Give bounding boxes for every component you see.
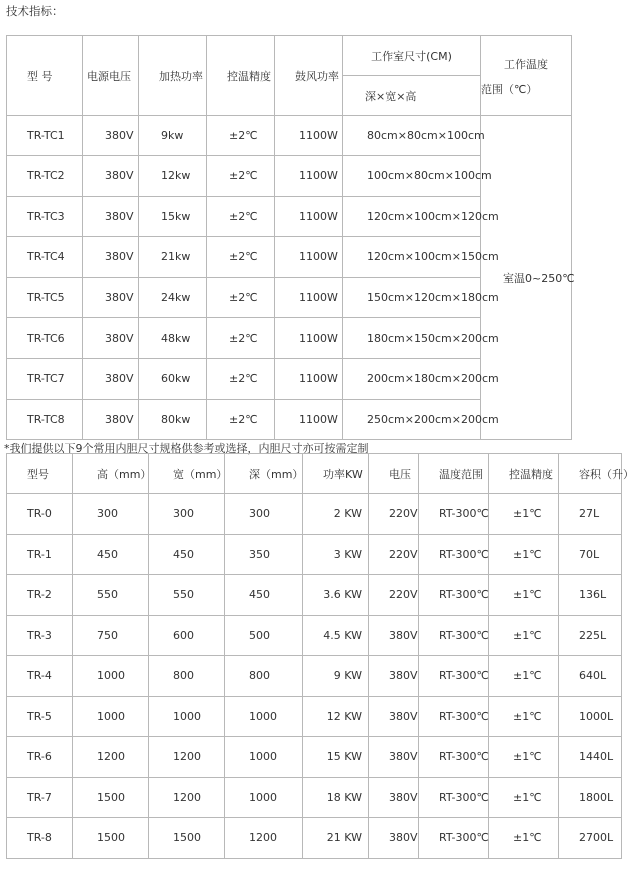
cell-model: TR-0 xyxy=(7,494,73,535)
cell-volume: 1440L xyxy=(559,737,622,778)
cell-voltage: 220V xyxy=(369,575,419,616)
header-heating-power: 加热功率 xyxy=(139,36,207,116)
cell-temp-range: RT-300℃ xyxy=(419,575,489,616)
header-depth: 深（mm） xyxy=(225,454,303,494)
cell-heating-power: 21kw xyxy=(139,237,207,278)
table-row xyxy=(7,818,622,859)
cell-voltage: 380V xyxy=(83,156,139,197)
cell-temp-range: RT-300℃ xyxy=(419,534,489,575)
header-temp-range: 温度范围 xyxy=(419,454,489,494)
cell-volume: 2700L xyxy=(559,818,622,859)
cell-temp-range: RT-300℃ xyxy=(419,737,489,778)
cell-depth: 1000 xyxy=(225,737,303,778)
cell-heating-power: 12kw xyxy=(139,156,207,197)
cell-temp-precision: ±1℃ xyxy=(489,818,559,859)
cell-depth: 450 xyxy=(225,575,303,616)
cell-width: 800 xyxy=(149,656,225,697)
cell-voltage: 380V xyxy=(83,399,139,440)
cell-heating-power: 60kw xyxy=(139,358,207,399)
cell-depth: 1000 xyxy=(225,696,303,737)
cell-model: TR-8 xyxy=(7,818,73,859)
header-height: 高（mm） xyxy=(73,454,149,494)
cell-chamber-size: 150cm×120cm×180cm xyxy=(343,277,481,318)
cell-model: TR-4 xyxy=(7,656,73,697)
cell-temp-range: RT-300℃ xyxy=(419,696,489,737)
header-working-temp-line2: 范围（℃） xyxy=(481,83,538,96)
cell-voltage: 220V xyxy=(369,534,419,575)
cell-volume: 1000L xyxy=(559,696,622,737)
table-row xyxy=(7,696,622,737)
cell-model: TR-6 xyxy=(7,737,73,778)
cell-depth: 300 xyxy=(225,494,303,535)
header-chamber-dims: 深×宽×高 xyxy=(343,76,481,116)
header-temp-precision: 控温精度 xyxy=(489,454,559,494)
cell-temp-range: 室温0~250℃ xyxy=(481,116,572,440)
cell-chamber-size: 180cm×150cm×200cm xyxy=(343,318,481,359)
cell-chamber-size: 120cm×100cm×150cm xyxy=(343,237,481,278)
cell-chamber-size: 250cm×200cm×200cm xyxy=(343,399,481,440)
header-volume: 容积（升） xyxy=(559,454,622,494)
cell-power: 3 KW xyxy=(303,534,369,575)
cell-heating-power: 9kw xyxy=(139,116,207,156)
cell-height: 1200 xyxy=(73,737,149,778)
cell-model: TR-TC1 xyxy=(7,116,83,156)
cell-width: 1200 xyxy=(149,777,225,818)
cell-temp-precision: ±2℃ xyxy=(207,156,275,197)
cell-model: TR-TC6 xyxy=(7,318,83,359)
header-temp-precision: 控温精度 xyxy=(207,36,275,116)
cell-height: 450 xyxy=(73,534,149,575)
cell-voltage: 380V xyxy=(83,318,139,359)
cell-temp-precision: ±2℃ xyxy=(207,399,275,440)
cell-model: TR-1 xyxy=(7,534,73,575)
cell-temp-precision: ±1℃ xyxy=(489,777,559,818)
header-model: 型 号 xyxy=(7,36,83,116)
cell-heating-power: 15kw xyxy=(139,196,207,237)
cell-width: 1500 xyxy=(149,818,225,859)
cell-model: TR-TC4 xyxy=(7,237,83,278)
cell-power: 18 KW xyxy=(303,777,369,818)
cell-temp-precision: ±1℃ xyxy=(489,534,559,575)
cell-width: 550 xyxy=(149,575,225,616)
cell-volume: 1800L xyxy=(559,777,622,818)
table-row xyxy=(7,656,622,697)
cell-voltage: 380V xyxy=(83,116,139,156)
cell-height: 550 xyxy=(73,575,149,616)
cell-temp-precision: ±2℃ xyxy=(207,277,275,318)
cell-model: TR-3 xyxy=(7,615,73,656)
cell-voltage: 380V xyxy=(369,818,419,859)
cell-fan-power: 1100W xyxy=(275,116,343,156)
table-row xyxy=(7,777,622,818)
cell-model: TR-TC7 xyxy=(7,358,83,399)
cell-voltage: 380V xyxy=(83,277,139,318)
table-row xyxy=(7,737,622,778)
cell-model: TR-TC3 xyxy=(7,196,83,237)
header-voltage: 电源电压 xyxy=(83,36,139,116)
cell-heating-power: 80kw xyxy=(139,399,207,440)
cell-temp-precision: ±1℃ xyxy=(489,615,559,656)
cell-model: TR-2 xyxy=(7,575,73,616)
cell-power: 15 KW xyxy=(303,737,369,778)
cell-voltage: 380V xyxy=(83,196,139,237)
cell-voltage: 380V xyxy=(369,737,419,778)
cell-width: 450 xyxy=(149,534,225,575)
cell-width: 1000 xyxy=(149,696,225,737)
cell-height: 1500 xyxy=(73,818,149,859)
note-text: *我们提供以下9个常用内胆尺寸规格供参考或选择，内胆尺寸亦可按需定制 xyxy=(4,442,369,455)
header-voltage: 电压 xyxy=(369,454,419,494)
header-width: 宽（mm） xyxy=(149,454,225,494)
cell-volume: 640L xyxy=(559,656,622,697)
cell-model: TR-TC8 xyxy=(7,399,83,440)
cell-fan-power: 1100W xyxy=(275,399,343,440)
cell-depth: 500 xyxy=(225,615,303,656)
table-row xyxy=(7,575,622,616)
header-chamber-size: 工作室尺寸(CM) xyxy=(343,36,481,76)
cell-volume: 27L xyxy=(559,494,622,535)
cell-fan-power: 1100W xyxy=(275,237,343,278)
cell-voltage: 380V xyxy=(369,615,419,656)
cell-power: 3.6 KW xyxy=(303,575,369,616)
cell-width: 300 xyxy=(149,494,225,535)
cell-depth: 800 xyxy=(225,656,303,697)
table-row xyxy=(7,534,622,575)
cell-depth: 350 xyxy=(225,534,303,575)
cell-temp-precision: ±2℃ xyxy=(207,116,275,156)
cell-voltage: 380V xyxy=(83,237,139,278)
cell-height: 1500 xyxy=(73,777,149,818)
cell-temp-precision: ±2℃ xyxy=(207,358,275,399)
header-power: 功率KW xyxy=(303,454,369,494)
cell-power: 4.5 KW xyxy=(303,615,369,656)
cell-height: 300 xyxy=(73,494,149,535)
cell-height: 1000 xyxy=(73,656,149,697)
cell-voltage: 380V xyxy=(369,656,419,697)
cell-temp-precision: ±1℃ xyxy=(489,656,559,697)
cell-power: 21 KW xyxy=(303,818,369,859)
specs-table xyxy=(6,35,575,440)
cell-chamber-size: 80cm×80cm×100cm xyxy=(343,116,481,156)
cell-fan-power: 1100W xyxy=(275,318,343,359)
header-working-temp-line1: 工作温度 xyxy=(504,58,548,71)
cell-width: 600 xyxy=(149,615,225,656)
cell-heating-power: 24kw xyxy=(139,277,207,318)
header-fan-power: 鼓风功率 xyxy=(275,36,343,116)
inner-size-table xyxy=(6,453,634,859)
cell-fan-power: 1100W xyxy=(275,358,343,399)
cell-heating-power: 48kw xyxy=(139,318,207,359)
cell-depth: 1200 xyxy=(225,818,303,859)
cell-width: 1200 xyxy=(149,737,225,778)
cell-voltage: 380V xyxy=(83,358,139,399)
cell-voltage: 220V xyxy=(369,494,419,535)
cell-model: TR-TC2 xyxy=(7,156,83,197)
table-row xyxy=(7,494,622,535)
cell-volume: 225L xyxy=(559,615,622,656)
cell-temp-range: RT-300℃ xyxy=(419,494,489,535)
section-heading: 技术指标： xyxy=(6,4,64,18)
cell-chamber-size: 100cm×80cm×100cm xyxy=(343,156,481,197)
cell-height: 1000 xyxy=(73,696,149,737)
header-working-temp xyxy=(481,36,572,116)
header-model: 型号 xyxy=(7,454,73,494)
cell-temp-precision: ±1℃ xyxy=(489,696,559,737)
cell-power: 9 KW xyxy=(303,656,369,697)
cell-chamber-size: 120cm×100cm×120cm xyxy=(343,196,481,237)
cell-chamber-size: 200cm×180cm×200cm xyxy=(343,358,481,399)
cell-temp-precision: ±2℃ xyxy=(207,196,275,237)
cell-voltage: 380V xyxy=(369,777,419,818)
cell-model: TR-7 xyxy=(7,777,73,818)
cell-fan-power: 1100W xyxy=(275,196,343,237)
cell-power: 12 KW xyxy=(303,696,369,737)
cell-volume: 136L xyxy=(559,575,622,616)
cell-temp-precision: ±1℃ xyxy=(489,737,559,778)
table-row xyxy=(7,116,572,156)
cell-temp-precision: ±2℃ xyxy=(207,237,275,278)
cell-temp-precision: ±1℃ xyxy=(489,575,559,616)
cell-voltage: 380V xyxy=(369,696,419,737)
cell-temp-precision: ±2℃ xyxy=(207,318,275,359)
cell-model: TR-5 xyxy=(7,696,73,737)
cell-depth: 1000 xyxy=(225,777,303,818)
cell-fan-power: 1100W xyxy=(275,156,343,197)
cell-power: 2 KW xyxy=(303,494,369,535)
cell-model: TR-TC5 xyxy=(7,277,83,318)
cell-temp-range: RT-300℃ xyxy=(419,656,489,697)
cell-temp-precision: ±1℃ xyxy=(489,494,559,535)
cell-height: 750 xyxy=(73,615,149,656)
cell-temp-range: RT-300℃ xyxy=(419,777,489,818)
table-row xyxy=(7,615,622,656)
cell-temp-range: RT-300℃ xyxy=(419,818,489,859)
cell-temp-range: RT-300℃ xyxy=(419,615,489,656)
cell-fan-power: 1100W xyxy=(275,277,343,318)
cell-volume: 70L xyxy=(559,534,622,575)
